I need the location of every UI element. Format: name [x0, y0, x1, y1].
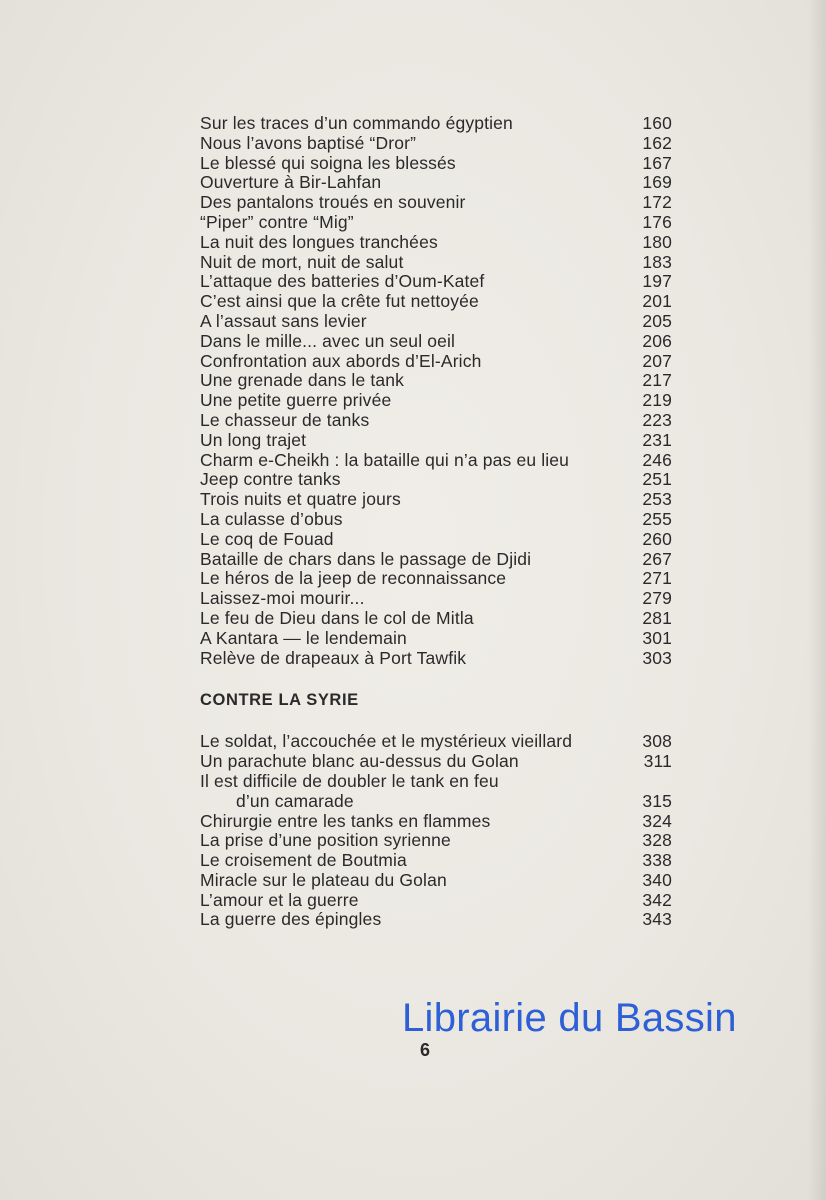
toc-entry-page: 315	[642, 790, 672, 811]
toc-entry-page: 162	[642, 132, 672, 153]
toc-entry-title: Un parachute blanc au-dessus du Golan	[200, 751, 519, 772]
toc-entry-page: 172	[642, 192, 672, 213]
toc-entry-title: La guerre des épingles	[200, 909, 382, 930]
toc-entry-title: Le héros de la jeep de reconnaissance	[200, 568, 507, 589]
toc-entry-page: 342	[642, 889, 672, 910]
toc-entry-title: Jeep contre tanks	[200, 469, 341, 490]
toc-entry	[200, 411, 672, 431]
toc-entry	[200, 332, 672, 352]
toc-entry-page: 183	[642, 251, 672, 272]
toc-entry	[200, 292, 672, 312]
toc-entry	[200, 490, 672, 510]
toc-entry-page: 311	[643, 751, 672, 772]
toc-entry	[200, 253, 672, 273]
toc-entry	[200, 470, 672, 490]
toc-entry	[200, 831, 672, 851]
toc-entry-title: Nous l’avons baptisé “Dror”	[200, 132, 417, 153]
toc-entry-title: Trois nuits et quatre jours	[200, 489, 401, 510]
toc-entry-page: 271	[642, 568, 672, 589]
toc-entry-page: 223	[642, 409, 672, 430]
toc-entry-page: 328	[642, 830, 672, 851]
toc-entry	[200, 589, 672, 609]
toc-entry-page: 219	[642, 390, 672, 411]
toc-entry-title: Charm e-Cheikh : la bataille qui n’a pas eu lieu	[200, 449, 570, 470]
toc-entry-page: 343	[642, 909, 672, 930]
toc-entry-page: 169	[642, 172, 672, 193]
toc-entry-page: 167	[642, 152, 672, 173]
toc-entry	[200, 154, 672, 174]
toc-entry-page: 253	[642, 489, 672, 510]
toc-entry	[200, 609, 672, 629]
toc-list-syria	[200, 732, 672, 930]
toc-entry-page: 340	[642, 869, 672, 890]
toc-entry-page: 217	[642, 370, 672, 391]
toc-entry-title: Le chasseur de tanks	[200, 409, 370, 430]
toc-entry	[200, 391, 672, 411]
toc-list-egypt	[200, 114, 672, 668]
toc-entry-page: 231	[642, 429, 672, 450]
toc-entry	[200, 550, 672, 570]
toc-entry-title: d’un camarade	[236, 790, 354, 811]
toc-entry-page: 251	[642, 469, 672, 490]
toc-entry-title: Une petite guerre privée	[200, 390, 392, 411]
toc-entry-title: L’attaque des batteries d’Oum-Katef	[200, 271, 485, 292]
toc-entry-title: C’est ainsi que la crête fut nettoyée	[200, 291, 479, 312]
toc-entry-title: A Kantara — le lendemain	[200, 627, 407, 648]
toc-entry-page: 279	[642, 588, 672, 609]
toc-entry-title: Le croisement de Boutmia	[200, 850, 407, 871]
toc-entry-page: 255	[642, 508, 672, 529]
toc-entry-page: 338	[642, 850, 672, 871]
toc-entry	[200, 851, 672, 871]
toc-entry-page: 303	[642, 647, 672, 668]
toc-entry-title: Le soldat, l’accouchée et le mystérieux vieillard	[200, 731, 573, 752]
toc-entry-page: 260	[642, 528, 672, 549]
toc-entry	[200, 569, 672, 589]
toc-entry-page: 206	[642, 330, 672, 351]
toc-entry-page: 197	[642, 271, 672, 292]
toc-entry-title: Dans le mille... avec un seul oeil	[200, 330, 456, 351]
toc-entry-title: Il est difficile de doubler le tank en feu	[200, 770, 499, 791]
toc-entry-title: Miracle sur le plateau du Golan	[200, 869, 447, 890]
toc-entry	[200, 530, 672, 550]
toc-entry	[200, 629, 672, 649]
page-edge-shadow	[808, 0, 826, 1200]
toc-entry-title: Relève de drapeaux à Port Tawfik	[200, 647, 467, 668]
toc-entry-title: La culasse d’obus	[200, 508, 343, 529]
toc-entry	[200, 510, 672, 530]
toc-entry-title: Un long trajet	[200, 429, 307, 450]
toc-entry	[200, 772, 672, 792]
toc-entry-title: Le blessé qui soigna les blessés	[200, 152, 456, 173]
toc-entry-page: 246	[642, 449, 672, 470]
toc-entry-title: La nuit des longues tranchées	[200, 231, 438, 252]
toc-entry-title: La prise d’une position syrienne	[200, 830, 451, 851]
toc-entry-title: Le coq de Fouad	[200, 528, 334, 549]
toc-entry-title: Laissez-moi mourir...	[200, 588, 365, 609]
toc-entry-title: Nuit de mort, nuit de salut	[200, 251, 404, 272]
section-heading-syria: CONTRE LA SYRIE	[200, 691, 359, 710]
toc-entry-page: 267	[642, 548, 672, 569]
toc-entry-title: L’amour et la guerre	[200, 889, 359, 910]
toc-entry-page: 324	[642, 810, 672, 831]
toc-entry-page: 207	[642, 350, 672, 371]
toc-entry-title: Ouverture à Bir-Lahfan	[200, 172, 382, 193]
table-of-contents	[200, 114, 672, 930]
toc-entry	[200, 272, 672, 292]
toc-entry	[200, 371, 672, 391]
toc-entry	[200, 910, 672, 930]
toc-entry	[200, 114, 672, 134]
toc-entry-page: 201	[642, 291, 672, 312]
toc-entry-title: Des pantalons troués en souvenir	[200, 192, 466, 213]
toc-entry-title: Sur les traces d’un commando égyptien	[200, 113, 513, 133]
toc-entry	[200, 213, 672, 233]
toc-entry	[200, 649, 672, 669]
toc-entry-title: Une grenade dans le tank	[200, 370, 405, 391]
toc-entry-title: Bataille de chars dans le passage de Djidi	[200, 548, 532, 569]
toc-entry-title: Confrontation aux abords d’El-Arich	[200, 350, 482, 371]
toc-entry	[200, 732, 672, 752]
page-number: 6	[420, 1040, 431, 1060]
toc-entry	[200, 134, 672, 154]
toc-entry-page: 160	[642, 113, 672, 133]
toc-entry-title: Le feu de Dieu dans le col de Mitla	[200, 607, 474, 628]
toc-entry	[200, 173, 672, 193]
toc-entry	[200, 812, 672, 832]
toc-entry	[200, 752, 672, 772]
toc-entry	[200, 352, 672, 372]
toc-entry	[200, 193, 672, 213]
toc-entry	[200, 431, 672, 451]
toc-entry-title: Chirurgie entre les tanks en flammes	[200, 810, 491, 831]
watermark-text: Librairie du Bassin	[402, 996, 737, 1040]
toc-entry	[200, 792, 672, 812]
toc-entry-page: 281	[642, 607, 672, 628]
toc-entry-page: 180	[642, 231, 672, 252]
toc-entry	[200, 871, 672, 891]
toc-entry	[200, 451, 672, 471]
toc-entry-title: “Piper” contre “Mig”	[200, 211, 354, 232]
toc-entry-page: 308	[642, 731, 672, 752]
toc-entry	[200, 233, 672, 253]
toc-entry-page: 176	[642, 211, 672, 232]
toc-entry-page: 301	[642, 627, 672, 648]
toc-entry	[200, 891, 672, 911]
toc-entry-title: A l’assaut sans levier	[200, 310, 367, 331]
toc-entry	[200, 312, 672, 332]
toc-entry-page: 205	[642, 310, 672, 331]
